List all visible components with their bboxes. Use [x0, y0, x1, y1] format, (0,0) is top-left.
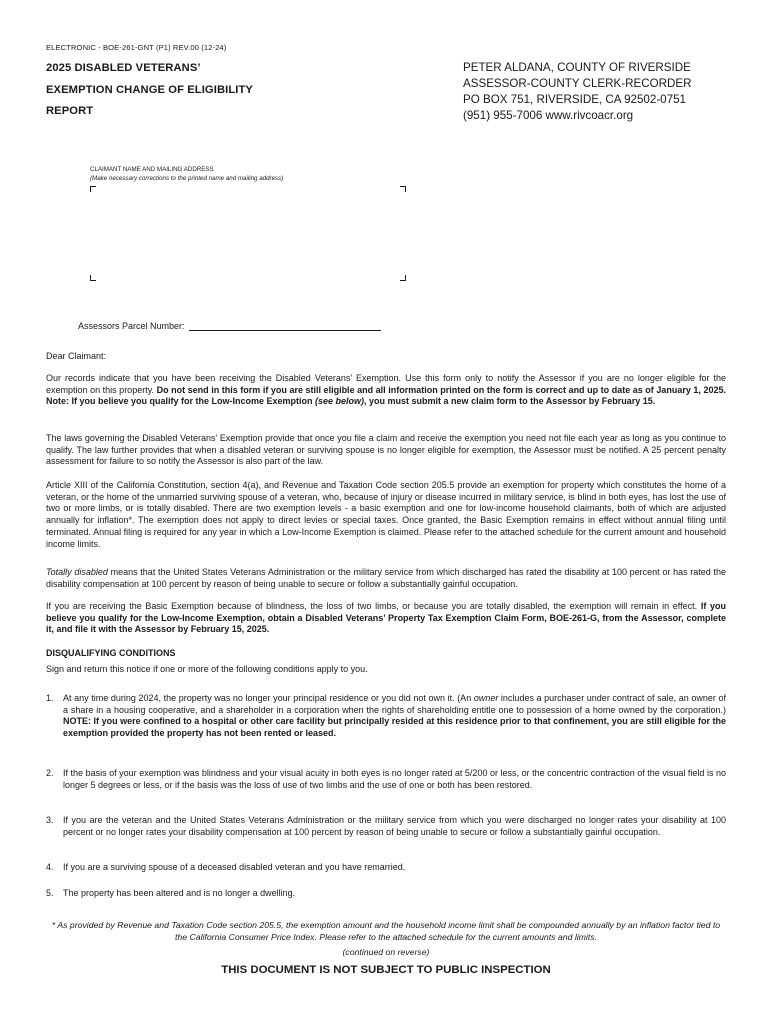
form-title-line1: 2025 DISABLED VETERANS’	[46, 62, 201, 74]
claimant-note: (Make necessary corrections to the printed name and mailing address)	[90, 175, 284, 182]
condition-text: At any time during 2024, the property was no longer your principal residence or you did not own it. (An	[63, 693, 474, 703]
condition-item-1	[46, 693, 726, 740]
intro-bold-deadline: , you must submit a new claim form to the Assessor by February 15.	[364, 396, 656, 407]
paragraph-law: The laws governing the Disabled Veterans’ Exemption provide that once you file a claim and receive the exemption you need not file each year as long as you continue to qualify. The law further provides that when a disabled veteran or surviving spouse is no longer eligible for exemption, the Assessor must be notified. A 25 percent penalty assessment for failure to so notify the Assessor is also part of the law.	[46, 433, 726, 467]
condition-number: 2.	[46, 768, 54, 778]
parcel-number-label: Assessors Parcel Number:	[78, 321, 185, 331]
office-department: ASSESSOR-COUNTY CLERK-RECORDER	[463, 77, 692, 90]
totally-disabled-definition: means that the United States Veterans Administration or the military service from which discharged has rated the disability at 100 percent or has rated the disability compensation at 100 percent by reason of being unable to secure or follow a substantially gainful occupation.	[46, 567, 726, 589]
form-title-line2: EXEMPTION CHANGE OF ELIGIBILITY	[46, 84, 253, 96]
assessor-office-address	[463, 60, 691, 124]
greeting: Dear Claimant:	[46, 351, 107, 361]
paragraph-totally-disabled	[46, 567, 726, 590]
intro-see-below: (see below)	[315, 396, 365, 407]
continued-on-reverse: (continued on reverse)	[342, 947, 430, 957]
claimant-address-block	[90, 165, 283, 183]
address-window-corner-bottom-right	[400, 275, 406, 281]
intro-bold-text: Do not send in this form if you are still eligible and all information printed on the form is correct and up to date as of January 1, 2025. Note: If you believe you qualify for the Low-Income Exemption	[46, 384, 726, 407]
condition-note: NOTE: If you were confined to a hospital or other care facility but principally resided at this residence prior to that confinement, you are still eligible for the exemption provided the property has not been rented or leased.	[63, 716, 726, 739]
condition-item-3	[46, 815, 726, 838]
condition-item-4	[46, 862, 726, 874]
intro-text: Our records indicate that you have been receiving the Disabled Veterans’ Exemption. Use this form only to notify the Assessor if you are no longer eligible for the exemption on this property.	[46, 373, 726, 395]
condition-text: If you are a surviving spouse of a deceased disabled veteran and you have remarried.	[63, 862, 406, 872]
office-phone-website: (951) 955-7006 www.rivcoacr.org	[463, 109, 634, 122]
term-owner: owner	[473, 693, 499, 703]
form-title-line3: REPORT	[46, 105, 94, 117]
address-window-corner-bottom-left	[90, 275, 96, 281]
disqualifying-instruction: Sign and return this notice if one or more of the following conditions apply to you.	[46, 664, 368, 674]
parcel-number-blank[interactable]	[189, 330, 381, 331]
condition-number: 3.	[46, 815, 54, 825]
public-inspection-notice: THIS DOCUMENT IS NOT SUBJECT TO PUBLIC INSPECTION	[221, 964, 551, 976]
paragraph-intro	[46, 373, 726, 408]
condition-text-owner-definition: includes a purchaser under contract of sale, an owner of a share in a housing cooperative, and a shareholder in a corporation when the rights of shareholding entitle one to possession of a home owned by the corporation.)	[63, 693, 726, 715]
condition-text: The property has been altered and is no longer a dwelling.	[63, 888, 296, 898]
condition-item-2	[46, 768, 726, 791]
basic-exemption-text: If you are receiving the Basic Exemption because of blindness, the loss of two limbs, or because you are totally disabled, the exemption will remain in effect.	[46, 601, 701, 611]
office-name: PETER ALDANA, COUNTY OF RIVERSIDE	[463, 61, 691, 74]
condition-text: If you are the veteran and the United States Veterans Administration or the military service from which you were discharged no longer rates your disability at 100 percent or no longer rates your disability compensation at 100 percent by reason of being unable to secure or follow a substantially gainful occupation.	[63, 815, 726, 837]
disqualifying-heading: DISQUALIFYING CONDITIONS	[46, 648, 176, 658]
condition-number: 1.	[46, 693, 54, 703]
office-mailing-address: PO BOX 751, RIVERSIDE, CA 92502-0751	[463, 93, 686, 106]
inflation-footnote: * As provided by Revenue and Taxation Code section 205.5, the exemption amount and the household income limit shall be compounded annually by an inflation factor tied to the California Consumer Price Index. Please refer to the attached schedule for the current amounts and limits.	[51, 920, 721, 942]
address-window-corner-top-left	[90, 186, 96, 192]
condition-item-5	[46, 888, 726, 900]
condition-number: 4.	[46, 862, 54, 872]
condition-text: If the basis of your exemption was blindness and your visual acuity in both eyes is no longer rated at 5/200 or less, or the concentric contraction of the visual field is no longer 5 degrees or less, or if the basis was the loss of use of two limbs and the use of one or both has been restored.	[63, 768, 726, 790]
condition-number: 5.	[46, 888, 54, 898]
address-window-corner-top-right	[400, 186, 406, 192]
parcel-number-field	[78, 321, 381, 331]
paragraph-constitution: Article XIII of the California Constitution, section 4(a), and Revenue and Taxation Code section 205.5 provide an exemption for property which constitutes the home of a veteran, or the home of the unmarried surviving spouse of a veteran, who, because of injury or disease incurred in military service, is blind in both eyes, has lost the use of two or more limbs, or is totally disabled. There are two exemption levels - a basic exemption and one for low-income household claimants, both of which are adjusted annually for inflation*. The exemption does not apply to direct levies or special taxes. Once granted, the Basic Exemption remains in effect without annual filing until terminated. Annual filing is required for any year in which a Low-Income Exemption is claimed. Please refer to the attached schedule for the current amount and household income limits.	[46, 480, 726, 549]
claimant-label: CLAIMANT NAME AND MAILING ADDRESS	[90, 166, 214, 173]
low-income-instruction: If you believe you qualify for the Low-Income Exemption, obtain a Disabled Veterans’ Property Tax Exemption Claim Form, BOE-261-G, from the Assessor, complete it, and file it with the Assessor by February 15, 2025.	[46, 601, 726, 635]
term-totally-disabled: Totally disabled	[46, 567, 108, 577]
paragraph-basic-exemption	[46, 601, 726, 636]
form-number: ELECTRONIC - BOE-261-GNT (P1) REV.00 (12-24)	[46, 43, 227, 52]
